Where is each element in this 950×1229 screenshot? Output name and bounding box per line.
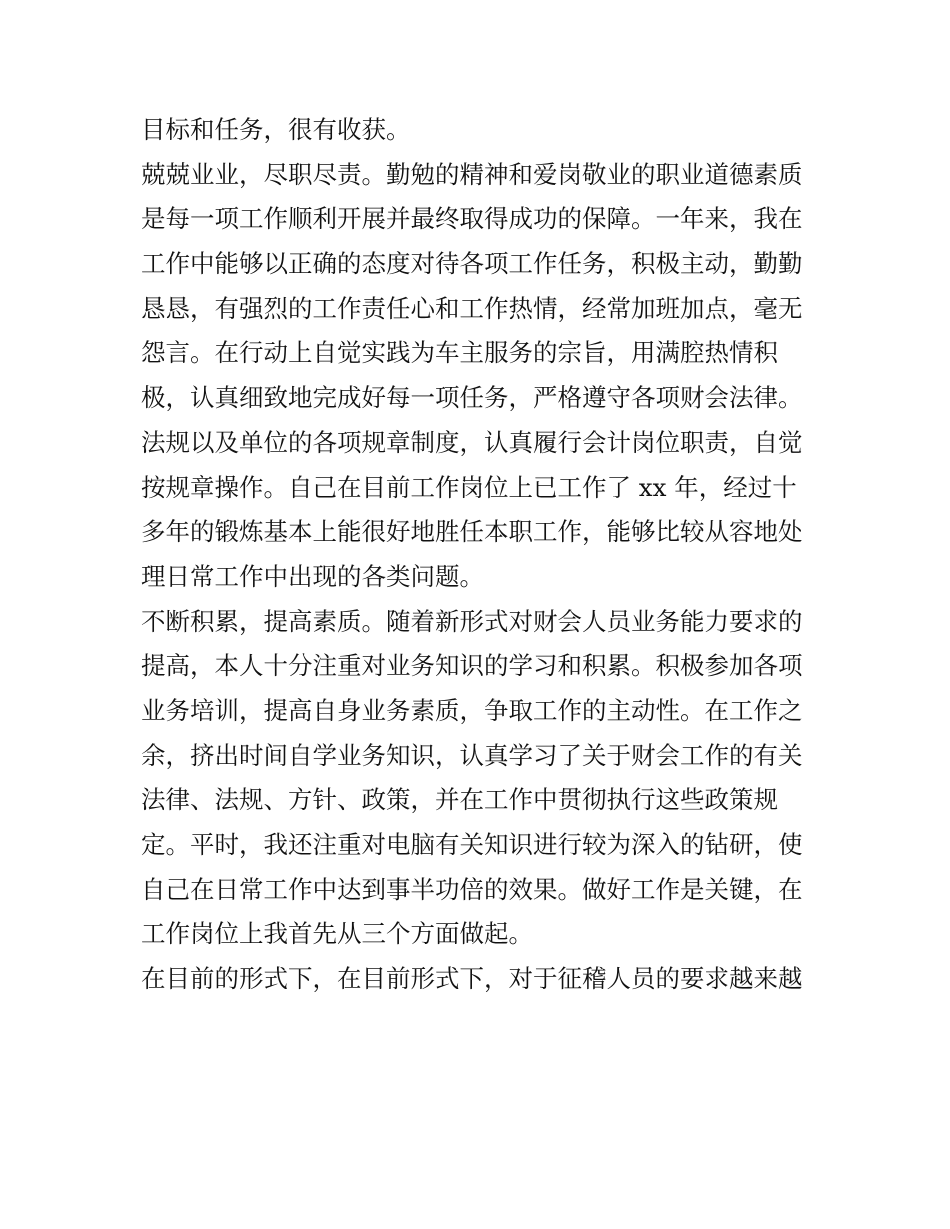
text-line: 多年的锻炼基本上能很好地胜任本职工作，能够比较从容地处: [141, 517, 803, 547]
text-line: 不断积累，提高素质。随着新形式对财会人员业务能力要求的: [141, 606, 803, 636]
text-line: 定。平时，我还注重对电脑有关知识进行较为深入的钻研，使: [141, 830, 803, 859]
text-line: 理日常工作中出现的各类问题。: [141, 561, 484, 591]
text-line: 业务培训，提高自身业务素质，争取工作的主动性。在工作之: [141, 695, 803, 725]
text-line: 在目前的形式下，在目前形式下，对于征稽人员的要求越来越: [141, 964, 803, 994]
text-line: 是每一项工作顺利开展并最终取得成功的保障。一年来，我在: [141, 204, 803, 234]
text-line: 极，认真细致地完成好每一项任务，严格遵守各项财会法律。: [141, 383, 803, 413]
text-line: 目标和任务，很有收获。: [141, 115, 411, 144]
text-line: 按规章操作。自己在目前工作岗位上已工作了 xx 年，经过十: [141, 472, 797, 502]
text-line: 法律、法规、方针、政策，并在工作中贯彻执行这些政策规: [141, 785, 778, 815]
text-line: 怨言。在行动上自觉实践为车主服务的宗旨，用满腔热情积: [141, 338, 778, 368]
body-text: [141, 108, 821, 1002]
text-line: 工作岗位上我首先从三个方面做起。: [141, 919, 533, 949]
text-line: 恳恳，有强烈的工作责任心和工作热情，经常加班加点，毫无: [141, 293, 803, 323]
text-line: 工作中能够以正确的态度对待各项工作任务，积极主动，勤勤: [141, 249, 803, 279]
text-line: 提高，本人十分注重对业务知识的学习和积累。积极参加各项: [141, 651, 803, 681]
text-line: 兢兢业业，尽职尽责。勤勉的精神和爱岗敬业的职业道德素质: [141, 159, 803, 189]
text-line: 自己在日常工作中达到事半功倍的效果。做好工作是关键，在: [141, 874, 803, 904]
text-line: 余，挤出时间自学业务知识，认真学习了关于财会工作的有关: [141, 740, 803, 770]
text-line: 法规以及单位的各项规章制度，认真履行会计岗位职责，自觉: [141, 427, 803, 457]
